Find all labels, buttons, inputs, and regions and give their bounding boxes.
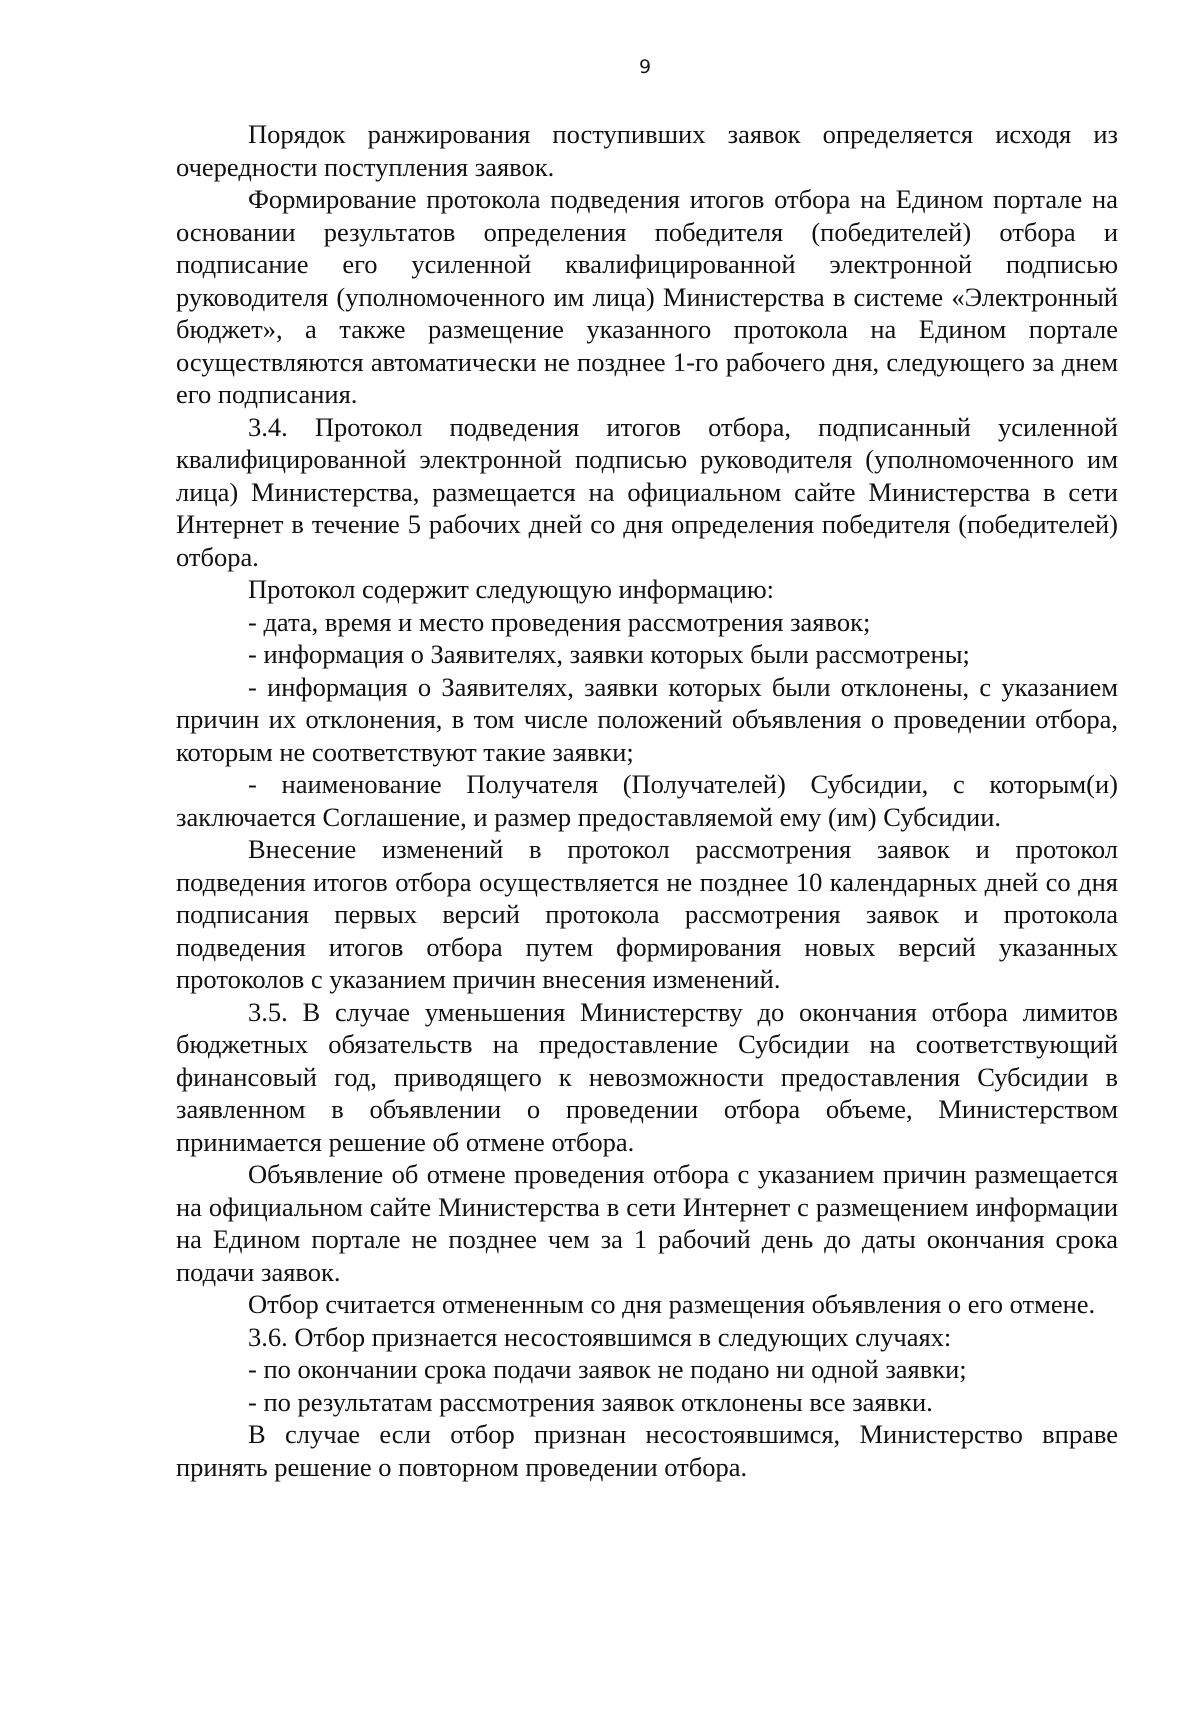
paragraph-repeat-selection: В случае если отбор признан несостоявшимся, Министерство вправе принять решение о повторном проведении отбора. [176, 1419, 1118, 1482]
paragraph-cancellation-notice: Объявление об отмене проведения отбора с указанием причин размещается на официальном сайте Министерства в сети Интернет с размещением информации на Едином портале не позднее чем за 1 рабочий день до даты окончания срока подачи заявок. [176, 1159, 1118, 1287]
paragraph-3-6: 3.6. Отбор признается несостоявшимся в следующих случаях: [248, 1321, 952, 1352]
paragraph-protocol-formation: Формирование протокола подведения итогов отбора на Едином портале на основании результатов определения победителя (победителей) отбора и подписание его усиленной квалифицированной электронной подписью руководителя (уполномоченного им лица) Министерства в системе «Электронный бюджет», а также размещение указанного протокола на Едином портале осуществляются автоматически не позднее 1-го рабочего дня, следующего за днем его подписания. [176, 184, 1118, 409]
list-item-reviewed-applicants: - информация о Заявителях, заявки которых были рассмотрены; [248, 639, 970, 669]
paragraph-3-4: 3.4. Протокол подведения итогов отбора, подписанный усиленной квалифицированной электронной подписью руководителя (уполномоченного им лица) Министерства, размещается на официальном сайте Министерства в сети Интернет в течение 5 рабочих дней со дня определения победителя (победителей) отбора. [176, 411, 1118, 572]
list-item-rejected-applicants: - информация о Заявителях, заявки которых были отклонены, с указанием причин их отклонения, в том числе положений объявления о проведении отбора, которым не соответствуют такие заявки; [176, 671, 1118, 767]
list-item-date-time-place: - дата, время и место проведения рассмотрения заявок; [248, 606, 871, 637]
document-body [176, 118, 1118, 1483]
list-item-no-applications: - по окончании срока подачи заявок не подано ни одной заявки; [248, 1354, 967, 1384]
paragraph-3-5: 3.5. В случае уменьшения Министерству до окончания отбора лимитов бюджетных обязательств на предоставление Субсидии на соответствующий финансовый год, приводящего к невозможности предоставления Субсидии в заявленном в объявлении о проведении отбора объеме, Министерством принимается решение об отмене отбора. [176, 996, 1118, 1157]
list-item-all-rejected: - по результатам рассмотрения заявок отклонены все заявки. [248, 1386, 933, 1417]
paragraph-protocol-contents: Протокол содержит следующую информацию: [248, 574, 775, 604]
paragraph-cancellation-effective: Отбор считается отмененным со дня размещения объявления о его отмене. [248, 1289, 1096, 1319]
list-item-recipient-name: - наименование Получателя (Получателей) Субсидии, с которым(и) заключается Соглашение, и размер предоставляемой ему (им) Субсидии. [176, 769, 1118, 832]
paragraph-protocol-changes: Внесение изменений в протокол рассмотрения заявок и протокол подведения итогов отбора осуществляется не позднее 10 календарных дней со дня подписания первых версий протокола рассмотрения заявок и протокола подведения итогов отбора путем формирования новых версий указанных протоколов с указанием причин внесения изменений. [176, 834, 1118, 994]
paragraph-ranking-order: Порядок ранжирования поступивших заявок определяется исходя из очередности поступления заявок. [176, 119, 1118, 182]
page-number: 9 [638, 56, 652, 78]
